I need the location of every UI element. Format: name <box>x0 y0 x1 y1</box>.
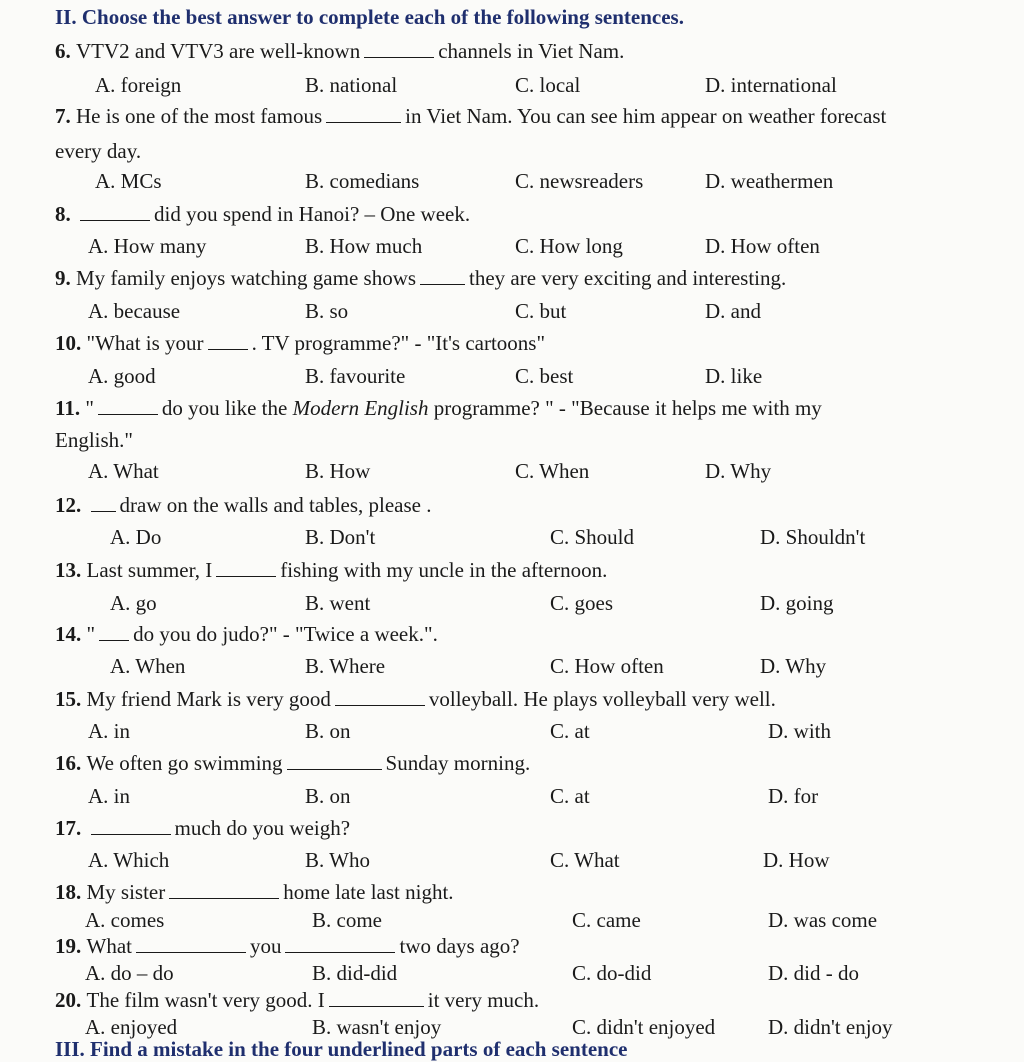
answer-blank[interactable] <box>136 934 246 953</box>
question-text: two days ago? <box>399 934 520 958</box>
question-text: The film wasn't very good. I <box>86 988 325 1012</box>
option-c[interactable]: C. came <box>572 908 641 932</box>
option-d[interactable]: D. How <box>763 848 830 872</box>
option-b[interactable]: B. comedians <box>305 169 420 193</box>
option-b[interactable]: B. come <box>312 908 382 932</box>
question-7 <box>55 103 886 129</box>
question-text: " <box>86 622 96 646</box>
question-10 <box>55 330 545 356</box>
answer-blank[interactable] <box>99 622 129 641</box>
option-c[interactable]: C. goes <box>550 591 613 615</box>
answer-blank[interactable] <box>326 104 401 123</box>
option-b[interactable]: B. Don't <box>305 525 376 549</box>
question-number: 8. <box>55 202 76 226</box>
question-text: My family enjoys watching game shows <box>76 266 417 290</box>
option-c[interactable]: C. didn't enjoyed <box>572 1015 716 1039</box>
option-c[interactable]: C. best <box>515 364 574 388</box>
option-b[interactable]: B. on <box>305 784 351 808</box>
answer-blank[interactable] <box>287 751 382 770</box>
question-text: " <box>85 396 94 420</box>
option-d[interactable]: D. going <box>760 591 834 615</box>
option-d[interactable]: D. international <box>705 73 837 97</box>
option-c[interactable]: C. but <box>515 299 567 323</box>
question-9 <box>55 265 786 291</box>
answer-blank[interactable] <box>169 880 279 899</box>
option-c[interactable]: C. How long <box>515 234 623 258</box>
option-a[interactable]: A. What <box>88 459 159 483</box>
option-d[interactable]: D. did - do <box>768 961 859 985</box>
option-c[interactable]: C. local <box>515 73 581 97</box>
question-text: in Viet Nam. You can see him appear on weather forecast <box>405 104 887 128</box>
question-number: 7. <box>55 104 76 128</box>
question-number: 6. <box>55 39 76 63</box>
question-6 <box>55 38 624 64</box>
option-b[interactable]: B. national <box>305 73 398 97</box>
option-b[interactable]: B. did-did <box>312 961 398 985</box>
answer-blank[interactable] <box>91 816 171 835</box>
option-c[interactable]: C. How often <box>550 654 664 678</box>
question-text: My friend Mark is very good <box>86 687 331 711</box>
option-b[interactable]: B. wasn't enjoy <box>312 1015 442 1039</box>
question-text: He is one of the most famous <box>76 104 323 128</box>
question-text: channels in Viet Nam. <box>438 39 625 63</box>
option-b[interactable]: B. so <box>305 299 349 323</box>
section-heading: II. Choose the best answer to complete each of the following sentences. <box>55 5 684 29</box>
question-text: We often go swimming <box>86 751 283 775</box>
option-b[interactable]: B. Where <box>305 654 386 678</box>
option-a[interactable]: A. Which <box>88 848 170 872</box>
question-text: What <box>86 934 132 958</box>
question-text: Sunday morning. <box>385 751 531 775</box>
question-continuation: every day. <box>55 139 142 163</box>
option-d[interactable]: D. for <box>768 784 819 808</box>
option-d[interactable]: D. and <box>705 299 761 323</box>
question-continuation: English." <box>55 428 133 452</box>
question-number: 17. <box>55 816 87 840</box>
question-text: you <box>249 934 282 958</box>
question-text: volleyball. He plays volleyball very well. <box>428 687 776 711</box>
question-12 <box>55 492 432 518</box>
option-a[interactable]: A. do – do <box>85 961 174 985</box>
question-number: 10. <box>55 331 87 355</box>
option-a[interactable]: A. When <box>110 654 186 678</box>
option-c[interactable]: C. What <box>550 848 620 872</box>
answer-blank[interactable] <box>420 266 465 285</box>
question-text: "What is your <box>86 331 204 355</box>
question-text: it very much. <box>427 988 540 1012</box>
option-a[interactable]: A. because <box>88 299 181 323</box>
option-d[interactable]: D. Why <box>760 654 827 678</box>
option-c[interactable]: C. Should <box>550 525 635 549</box>
question-8 <box>55 201 470 227</box>
option-b[interactable]: B. Who <box>305 848 370 872</box>
option-c[interactable]: C. at <box>550 784 590 808</box>
question-text: VTV2 and VTV3 are well-known <box>76 39 361 63</box>
option-c[interactable]: C. do-did <box>572 961 652 985</box>
question-text: draw on the walls and tables, please . <box>119 493 432 517</box>
option-a[interactable]: A. go <box>110 591 157 615</box>
question-number: 12. <box>55 493 87 517</box>
question-14 <box>55 621 438 647</box>
question-number: 18. <box>55 880 87 904</box>
question-text: did you spend in Hanoi? – One week. <box>154 202 471 226</box>
question-number: 14. <box>55 622 87 646</box>
option-a[interactable]: A. enjoyed <box>85 1015 178 1039</box>
answer-blank[interactable] <box>98 396 158 415</box>
cutoff-next-section: III. Find a mistake in the four underlined parts of each sentence <box>55 1037 628 1061</box>
option-d[interactable]: D. with <box>768 719 831 743</box>
option-a[interactable]: A. in <box>88 719 130 743</box>
option-d[interactable]: D. Why <box>705 459 772 483</box>
question-text: much do you weigh? <box>174 816 351 840</box>
answer-blank[interactable] <box>208 331 248 350</box>
question-text: Last summer, I <box>86 558 213 582</box>
question-text: . TV programme?" - "It's cartoons" <box>251 331 546 355</box>
option-d[interactable]: D. was come <box>768 908 878 932</box>
answer-blank[interactable] <box>80 202 150 221</box>
option-a[interactable]: A. comes <box>85 908 165 932</box>
question-18 <box>55 879 454 905</box>
question-text: home late last night. <box>283 880 454 904</box>
answer-blank[interactable] <box>335 687 425 706</box>
question-text: fishing with my uncle in the afternoon. <box>280 558 608 582</box>
question-text: My sister <box>86 880 166 904</box>
answer-blank[interactable] <box>285 934 395 953</box>
question-15 <box>55 686 776 712</box>
option-b[interactable]: B. on <box>305 719 351 743</box>
answer-blank[interactable] <box>91 493 116 512</box>
question-text: they are very exciting and interesting. <box>469 266 787 290</box>
option-d[interactable]: D. weathermen <box>705 169 834 193</box>
option-d[interactable]: D. How often <box>705 234 820 258</box>
option-b[interactable]: B. went <box>305 591 371 615</box>
question-19 <box>55 933 520 959</box>
option-a[interactable]: A. MCs <box>95 169 162 193</box>
option-a[interactable]: A. good <box>88 364 156 388</box>
question-16 <box>55 750 530 776</box>
option-b[interactable]: B. How much <box>305 234 423 258</box>
option-a[interactable]: A. in <box>88 784 130 808</box>
question-number: 13. <box>55 558 87 582</box>
option-a[interactable]: A. How many <box>88 234 207 258</box>
question-number: 19. <box>55 934 87 958</box>
question-number: 15. <box>55 687 87 711</box>
question-number: 9. <box>55 266 76 290</box>
option-d[interactable]: D. Shouldn't <box>760 525 866 549</box>
question-text: do you like the Modern English programme? " - "Because it helps me with my <box>161 396 822 420</box>
option-c[interactable]: C. When <box>515 459 590 483</box>
option-b[interactable]: B. How <box>305 459 371 483</box>
question-number: 20. <box>55 988 87 1012</box>
question-number: 11. <box>55 396 86 420</box>
option-d[interactable]: D. didn't enjoy <box>768 1015 893 1039</box>
answer-blank[interactable] <box>329 988 424 1007</box>
option-c[interactable]: C. newsreaders <box>515 169 644 193</box>
question-20 <box>55 987 539 1013</box>
option-b[interactable]: B. favourite <box>305 364 406 388</box>
option-d[interactable]: D. like <box>705 364 763 388</box>
option-c[interactable]: C. at <box>550 719 590 743</box>
question-text: do you do judo?" - "Twice a week.". <box>133 622 438 646</box>
question-11 <box>55 395 822 421</box>
answer-blank[interactable] <box>216 558 276 577</box>
question-17 <box>55 815 350 841</box>
option-a[interactable]: A. Do <box>110 525 162 549</box>
option-a[interactable]: A. foreign <box>95 73 182 97</box>
question-number: 16. <box>55 751 87 775</box>
question-13 <box>55 557 607 583</box>
answer-blank[interactable] <box>364 39 434 58</box>
